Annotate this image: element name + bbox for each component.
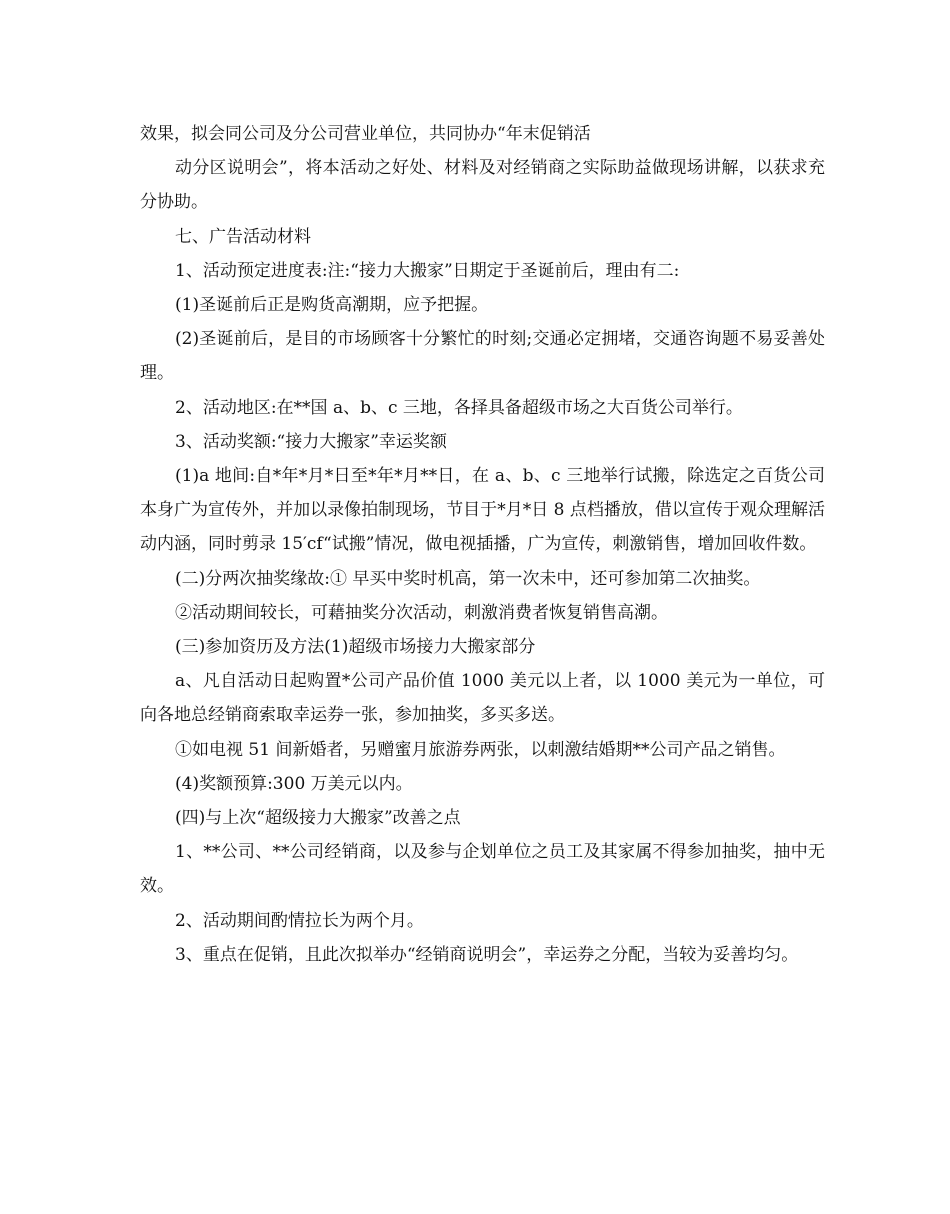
paragraph-activity-region: 2、活动地区:在**国 a、b、c 三地，各择具备超级市场之大百货公司举行。	[175, 397, 743, 418]
paragraph-improvement-3: 3、重点在促销，且此次拟举办“经销商说明会”，幸运券之分配，当较为妥善均匀。	[175, 944, 799, 965]
paragraph-trial-period: (1)a 地间:自*年*月*日至*年*月**日，在 a、b、c 三地举行试搬，除选定之百货公司本身广为宣传外，并加以录像拍制现场，节目于*月*日 8 点档播放，借以宣传于观众理解活动内涵，同时剪录 15′cf“试搬”情况，做电视插播，广为宣传，刺激销售，增加回收件数。	[140, 466, 825, 555]
paragraph-improvements-heading: (四)与上次“超级接力大搬家”改善之点	[175, 808, 461, 829]
paragraph-briefing-meeting: 动分区说明会”，将本活动之好处、材料及对经销商之实际助益做现场讲解，以获求充分协助。	[140, 158, 825, 213]
paragraph-reason-1: (1)圣诞前后正是购货高潮期，应予把握。	[175, 295, 489, 316]
paragraph-two-draws: (二)分两次抽奖缘故:① 早买中奖时机高，第一次未中，还可参加第二次抽奖。	[175, 568, 761, 589]
document-body	[140, 117, 825, 972]
paragraph-newlywed-bonus: ①如电视 51 间新婚者，另赠蜜月旅游券两张，以刺激结婚期**公司产品之销售。	[175, 739, 786, 760]
paragraph-schedule: 1、活动预定进度表:注:“接力大搬家”日期定于圣诞前后，理由有二:	[175, 260, 680, 281]
paragraph-reason-2: (2)圣诞前后，是目的市场顾客十分繁忙的时刻;交通必定拥堵，交通咨询题不易妥善处理。	[140, 329, 825, 384]
section-heading-ad-materials: 七、广告活动材料	[175, 226, 311, 247]
paragraph-purchase-rule: a、凡自活动日起购置*公司产品价值 1000 美元以上者，以 1000 美元为一单位，可向各地总经销商索取幸运券一张，参加抽奖，多买多送。	[140, 671, 825, 726]
paragraph-continuation: 效果，拟会同公司及分公司营业单位，共同协办“年末促销活	[140, 124, 591, 144]
paragraph-long-period: ②活动期间较长，可藉抽奖分次活动，刺激消费者恢复销售高潮。	[175, 602, 668, 623]
paragraph-prize-amount: 3、活动奖额:“接力大搬家”幸运奖额	[175, 431, 447, 452]
paragraph-eligibility: (三)参加资历及方法(1)超级市场接力大搬家部分	[175, 637, 536, 658]
paragraph-prize-budget: (4)奖额预算:300 万美元以内。	[175, 773, 413, 794]
paragraph-improvement-2: 2、活动期间酌情拉长为两个月。	[175, 910, 424, 931]
paragraph-improvement-1: 1、**公司、**公司经销商，以及参与企划单位之员工及其家属不得参加抽奖，抽中无效。	[140, 842, 825, 897]
